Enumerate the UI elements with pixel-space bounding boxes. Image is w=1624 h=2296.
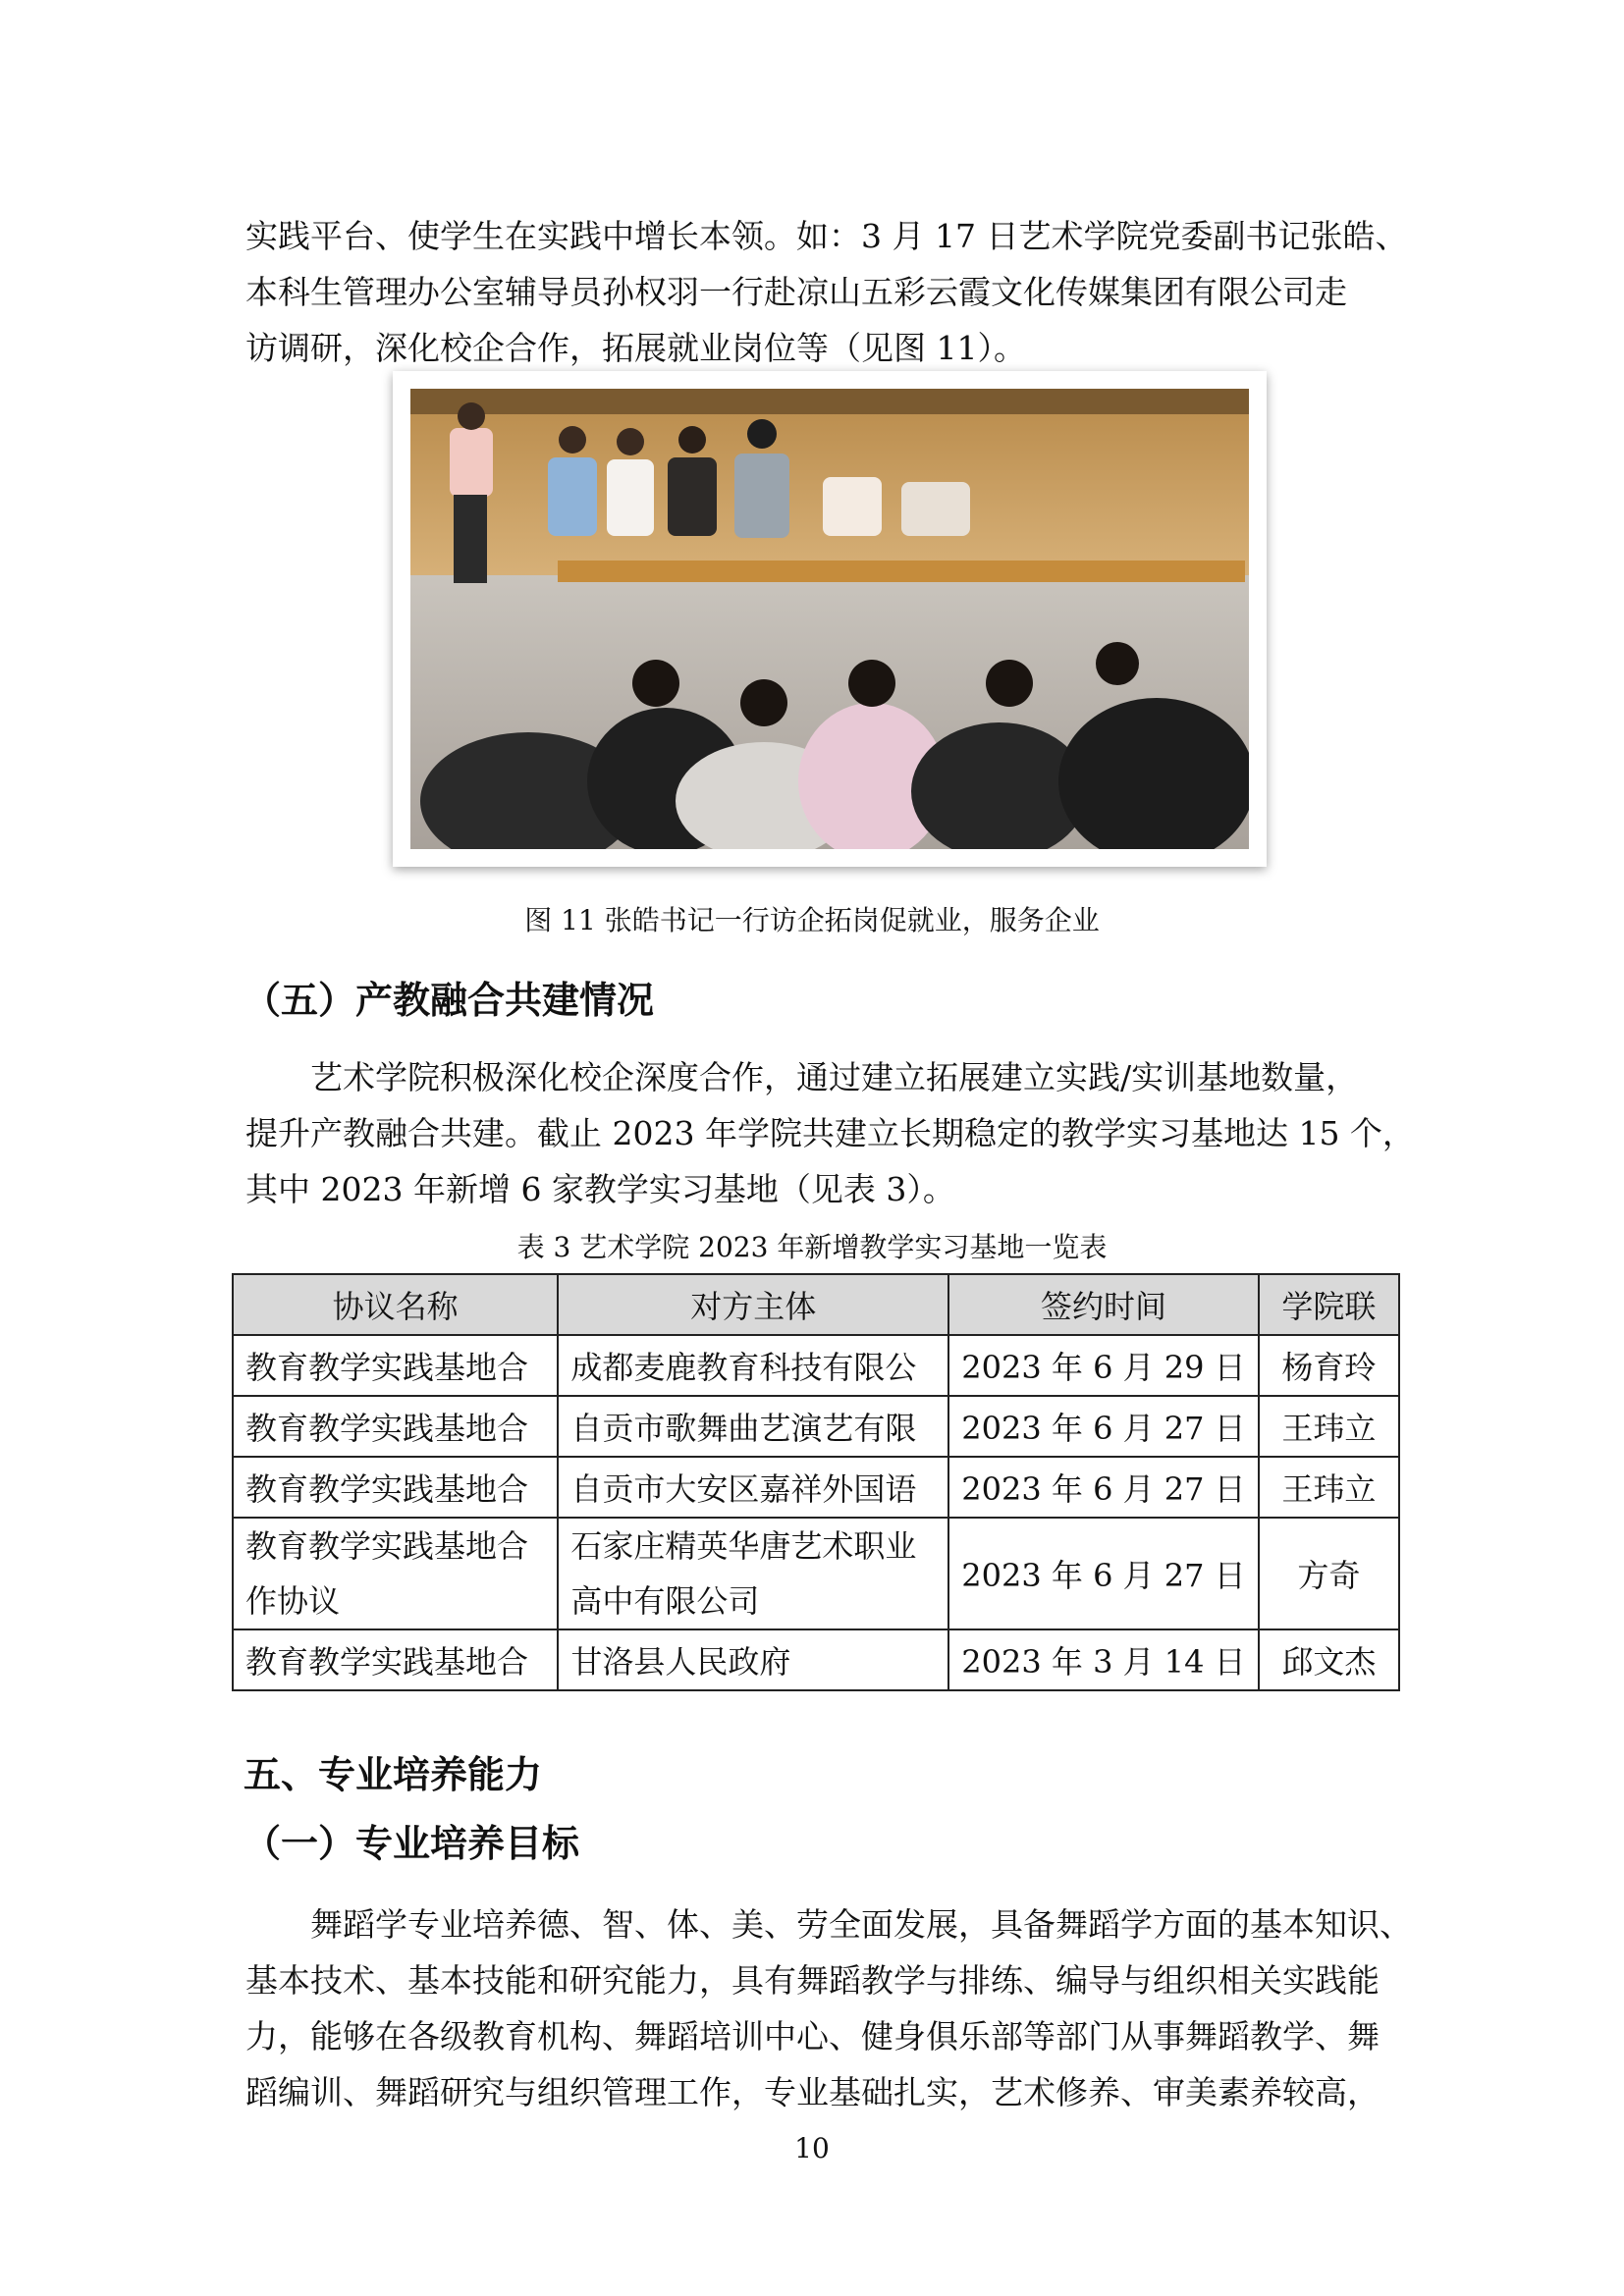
intro-paragraph [245,208,1408,376]
date-cell: 2023 年 3 月 14 日 [948,1629,1258,1690]
page-number: 10 [794,2132,830,2164]
party-cell: 成都麦鹿教育科技有限公 [558,1335,948,1396]
paragraph-line: 其中 2023 年新增 6 家教学实习基地（见表 3）。 [245,1170,955,1208]
column-header: 签约时间 [948,1274,1258,1335]
table-row [233,1457,1399,1518]
table-row [233,1396,1399,1457]
date-cell: 2023 年 6 月 27 日 [948,1457,1258,1518]
table-header-row [233,1274,1399,1335]
table-row [233,1518,1399,1629]
party-cell: 自贡市大安区嘉祥外国语 [558,1457,948,1518]
date-cell: 2023 年 6 月 27 日 [948,1518,1258,1629]
contact-cell: 杨育玲 [1259,1335,1399,1396]
paragraph-line: 力，能够在各级教育机构、舞蹈培训中心、健身俱乐部等部门从事舞蹈教学、舞 [245,2017,1380,2056]
party-line: 高中有限公司 [570,1582,760,1620]
column-header: 学院联 [1259,1274,1399,1335]
subsection-heading: （一）专业培养目标 [244,1822,580,1865]
agreement-cell: 教育教学实践基地合 [233,1335,558,1396]
agreement-cell: 教育教学实践基地合 [233,1629,558,1690]
party-cell: 甘洛县人民政府 [558,1629,948,1690]
party-cell: 自贡市歌舞曲艺演艺有限 [558,1396,948,1457]
paragraph-line: 艺术学院积极深化校企深度合作，通过建立拓展建立实践/实训基地数量， [310,1058,1359,1096]
paragraph-line: 蹈编训、舞蹈研究与组织管理工作，专业基础扎实，艺术修养、审美素养较高， [245,2073,1380,2111]
table-row [233,1629,1399,1690]
paragraph-line: 舞蹈学专业培养德、智、体、美、劳全面发展，具备舞蹈学方面的基本知识、 [310,1905,1412,1944]
column-header: 对方主体 [558,1274,948,1335]
figure-11-photo [410,389,1249,849]
date-cell: 2023 年 6 月 29 日 [948,1335,1258,1396]
intro-line: 访调研，深化校企合作，拓展就业岗位等（见图 11）。 [245,329,1026,367]
party-line: 石家庄精英华唐艺术职业 [570,1527,917,1565]
intro-line: 本科生管理办公室辅导员孙权羽一行赴凉山五彩云霞文化传媒集团有限公司走 [245,273,1347,311]
paragraph-line: 基本技术、基本技能和研究能力，具有舞蹈教学与排练、编导与组织相关实践能 [245,1961,1380,2000]
table-caption: 表 3 艺术学院 2023 年新增教学实习基地一览表 [516,1231,1108,1263]
column-header: 协议名称 [233,1274,558,1335]
agreement-cell: 教育教学实践基地合 [233,1457,558,1518]
agreement-line: 作协议 [245,1582,341,1620]
paragraph-line: 提升产教融合共建。截止 2023 年学院共建立长期稳定的教学实习基地达 15 个， [245,1114,1415,1152]
contact-cell: 王玮立 [1259,1396,1399,1457]
contact-cell: 方奇 [1259,1518,1399,1629]
section-paragraph [245,1049,1415,1217]
agreement-cell: 教育教学实践基地合 [233,1396,558,1457]
agreement-cell [233,1518,558,1629]
contact-cell: 王玮立 [1259,1457,1399,1518]
practice-bases-table [232,1273,1400,1691]
intro-line: 实践平台、使学生在实践中增长本领。如：3 月 17 日艺术学院党委副书记张皓、 [245,217,1408,255]
chapter-heading: 五、专业培养能力 [244,1753,543,1796]
table-row [233,1335,1399,1396]
chapter-paragraph [245,1896,1412,2120]
party-cell [558,1518,948,1629]
contact-cell: 邱文杰 [1259,1629,1399,1690]
figure-caption: 图 11 张皓书记一行访企拓岗促就业，服务企业 [524,904,1100,936]
figure-11-photo-frame [393,371,1267,867]
section-heading: （五）产教融合共建情况 [244,979,655,1022]
date-cell: 2023 年 6 月 27 日 [948,1396,1258,1457]
agreement-line: 教育教学实践基地合 [245,1527,529,1565]
